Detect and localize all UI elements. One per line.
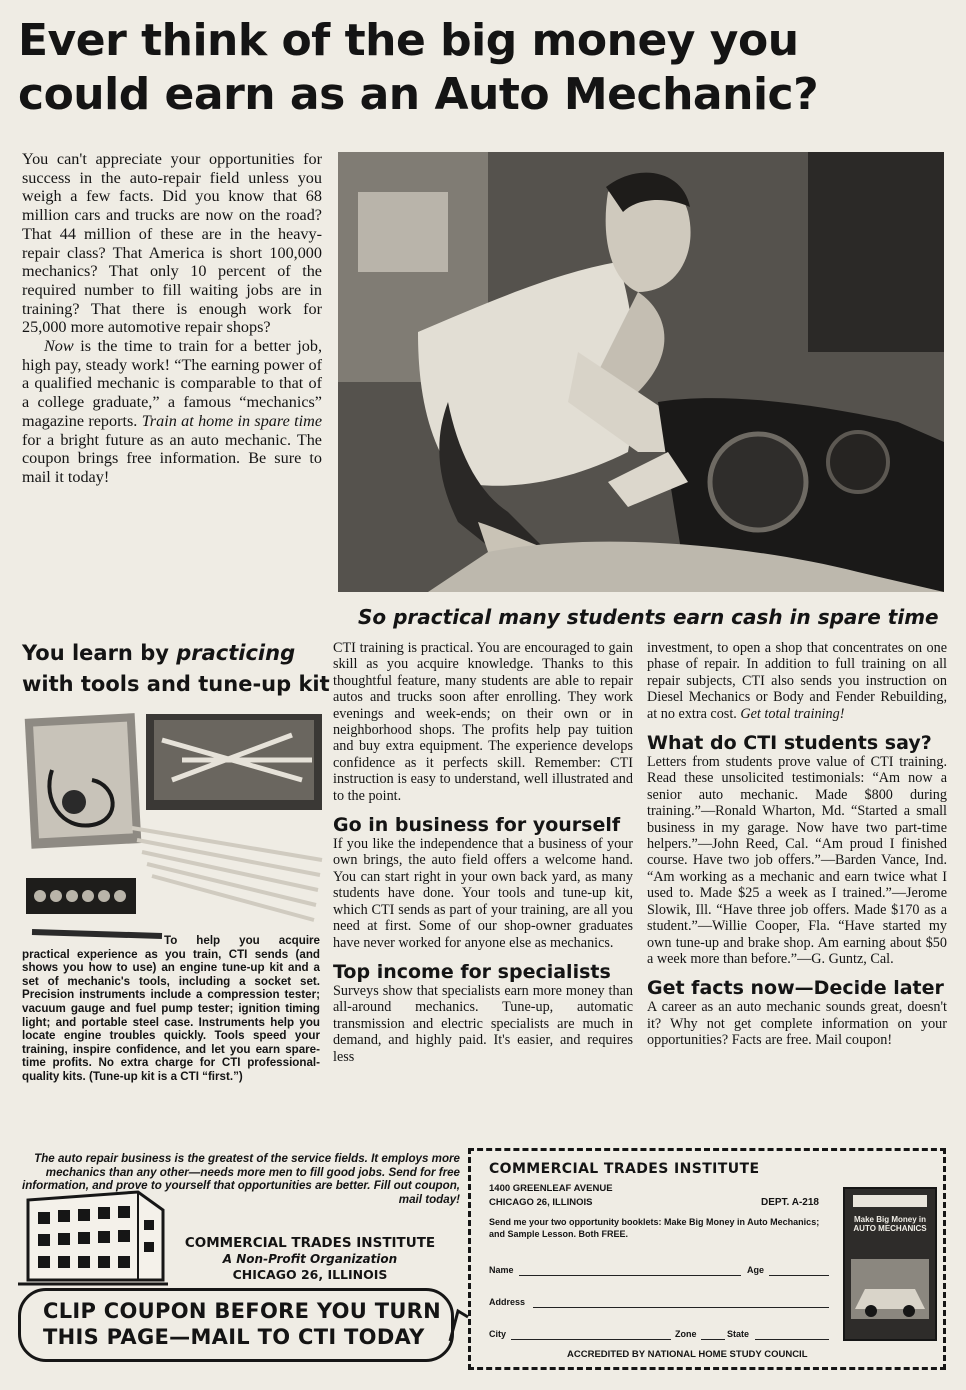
age-field[interactable]	[769, 1275, 829, 1276]
intro-text	[22, 150, 322, 487]
address-field[interactable]	[533, 1307, 829, 1308]
clip-coupon-banner	[18, 1288, 454, 1362]
testimonials: Letters from students prove value of CTI training. Read these unsolicited testimonials: “Am now a senior auto mechanic. Made $800 during training.”—Ronald Wharton, Md. “Started a small business in my garage. Now have two part-time helpers.”—John Reed, Cal. “Am proud I finished course. Have two job offers.”—Barden Vance, Ind. “Am working as a mechanic and earn twice what I used to. Made $25 a week as I trained.”—Jerome Slowik, Ill. “Have three job offers. Made $170 as a student.”—Willie Cooper, Fla. “Have started my own tune-up and brake shop. Am earning about $50 a week more than before.”—G. Guntz, Cal.	[647, 754, 947, 967]
mechanic-illustration	[338, 152, 944, 592]
students-say-heading: What do CTI students say?	[647, 732, 932, 755]
mechanic-photo	[338, 152, 944, 592]
tool-kit-illustration	[22, 710, 328, 948]
mail-coupon[interactable]	[468, 1148, 946, 1370]
city-field[interactable]	[511, 1339, 671, 1340]
clip-line-2: THIS PAGE—MAIL TO CTI TODAY	[43, 1325, 425, 1349]
intro-paragraph-1: You can't appreciate your opportunities for success in the auto-repair field unless you weigh a few facts. Did you know that 68 million cars and trucks are now on the road? That 44 million of these are in the heavy-repair class? That America is short 100,000 mechanics? That only 10 percent of the required number to fill waiting jobs are in training? That there is enough work for 25,000 more automotive repair shops?	[22, 150, 322, 337]
city-label: City	[489, 1329, 507, 1339]
org-city: CHICAGO 26, ILLINOIS	[232, 1267, 388, 1282]
name-label: Name	[489, 1265, 514, 1275]
top-income-heading: Top income for specialists	[333, 960, 611, 983]
footer-tagline: The auto repair business is the greatest of the service fields. It employs more mechanics than any other—needs more men to fill good jobs. Send for free information, and prove to yourself that opportunities are better. Fill out coupon, mail today!	[22, 1152, 461, 1206]
zone-field[interactable]	[701, 1339, 725, 1340]
headline-line-1: Ever think of the big money you	[18, 15, 799, 66]
practical-heading: So practical many students earn cash in spare time	[358, 605, 939, 629]
coupon-address-1: 1400 GREENLEAF AVENUE	[489, 1183, 613, 1194]
coupon-address-2: CHICAGO 26, ILLINOIS	[489, 1197, 593, 1208]
booklet-image	[843, 1187, 937, 1341]
middle-paragraph-1: CTI training is practical. You are encouraged to gain skill as you acquire knowledge. Thanks to this thoughtful feature, many students are able to repair autos and trucks soon after enrolling. They work evenings and week-ends; on their own or in neighborhood shops. The profits help pay tuition and buy extra equipment. The experience develops confidence as it perfects skill. Remember: CTI instruction is easy to understand, well illustrated and to the point.	[333, 640, 633, 804]
learn-heading: You learn by practicing with tools and tune-up kit	[22, 641, 330, 696]
age-label: Age	[747, 1265, 765, 1275]
coupon-dept: DEPT. A-218	[761, 1197, 819, 1208]
org-name: COMMERCIAL TRADES INSTITUTE	[184, 1235, 436, 1251]
right-paragraph-1: investment, to open a shop that concentrates on one phase of repair. In addition to full training on all repair subjects, CTI also sends you instruction on Diesel Mechanics or Body and Fender Rebuilding, at no extra cost. Get total training!	[647, 640, 947, 722]
kit-caption: To help you acquire practical experience as you train, CTI sends (and shows you how to use) an engine tune-up kit and a set of mechanic's tools, including a socket set. Precision instruments include a compression tester; vacuum gauge and fuel pump tester; ignition timing light; and portable steel case. Instruments help you locate engine troubles quickly. Tools speed your training, inspire confidence, and let you earn spare-time profits. No extra charge for CTI professional-quality kits. (Tune-up kit is a CTI “first.”)	[22, 934, 320, 1083]
right-column	[647, 640, 947, 1049]
headline-line-2: could earn as an Auto Mechanic?	[18, 69, 819, 120]
coupon-title: COMMERCIAL TRADES INSTITUTE	[489, 1161, 760, 1177]
state-label: State	[727, 1329, 750, 1339]
intro-now: Now	[44, 337, 74, 356]
accreditation: ACCREDITED BY NATIONAL HOME STUDY COUNCIL	[567, 1349, 808, 1360]
booklet-car-icon	[845, 1249, 935, 1339]
middle-paragraph-2: If you like the independence that a business of your own brings, the auto field offers a welcome hand. You can start right in your own back yard, as many students have done. Your tools and tune-up kit, which CTI sends as part of your training, are all you need at first. Some of our shop-owner graduates have never worked for anyone else as mechanics.	[333, 836, 633, 951]
middle-paragraph-3: Surveys show that specialists earn more money than all-around mechanics. Tune-up, automatic transmission and electric specialists are much in demand, and highly paid. It's easier, and requires less	[333, 982, 633, 1065]
go-in-business-heading: Go in business for yourself	[333, 814, 621, 837]
zone-label: Zone	[675, 1329, 697, 1339]
headline	[18, 14, 958, 122]
name-field[interactable]	[519, 1275, 741, 1276]
middle-column	[333, 640, 633, 1065]
get-facts-heading: Get facts now—Decide later	[647, 977, 944, 1000]
intro-train-at-home: Train at home in spare time	[141, 411, 322, 430]
address-label: Address	[489, 1297, 526, 1307]
clip-line-1: CLIP COUPON BEFORE YOU TURN	[43, 1299, 442, 1323]
state-field[interactable]	[755, 1339, 829, 1340]
right-paragraph-3: A career as an auto mechanic sounds great, doesn't it? Why not get complete information on your opportunities? Facts are free. Mail coupon!	[647, 999, 947, 1049]
org-subtitle: A Non-Profit Organization	[222, 1252, 398, 1266]
booklet-title: Make Big Money in AUTO MECHANICS	[853, 1215, 927, 1233]
tool-kit-image	[22, 710, 328, 948]
building-icon	[18, 1180, 168, 1290]
intro-paragraph-2: Now is the time to train for a better job, high pay, steady work! “The earning power of a qualified mechanic is comparable to that of a college graduate,” a famous “mechanics” magazine reports. Train at home in spare time for a bright future as an auto mechanic. The coupon brings free information. Be sure to mail it today!	[22, 337, 322, 486]
coupon-offer: Send me your two opportunity booklets: Make Big Money in Auto Mechanics; and Sample Lesson. Both FREE.	[489, 1217, 820, 1239]
org-block	[160, 1234, 460, 1283]
